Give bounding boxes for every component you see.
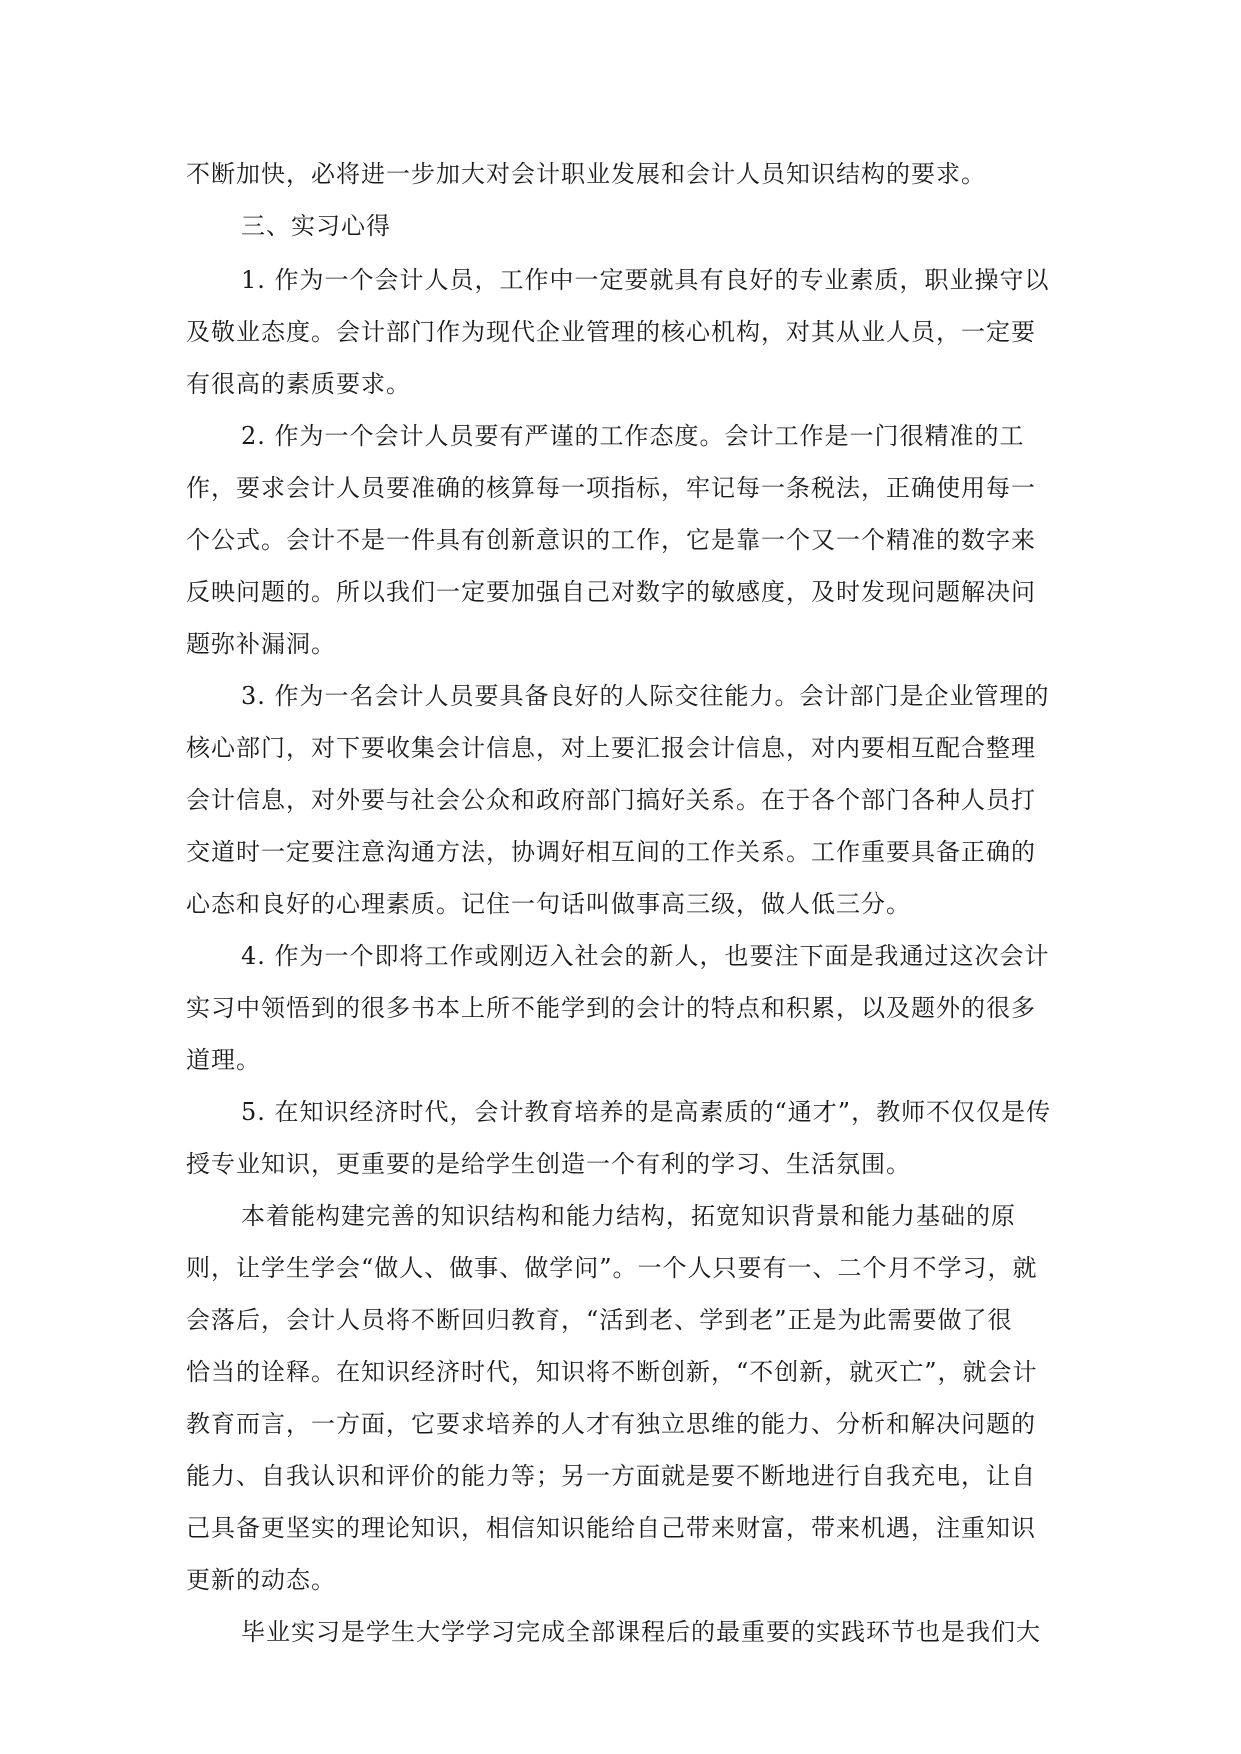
- text-line: 4. 作为一个即将工作或刚迈入社会的新人，也要注下面是我通过这次会计: [241, 942, 1050, 970]
- text-line: 实习中领悟到的很多书本上所不能学到的会计的特点和积累，以及题外的很多: [186, 994, 1036, 1022]
- text-line: 5. 在知识经济时代，会计教育培养的是高素质的“通才”，教师不仅仅是传: [241, 1098, 1052, 1126]
- text-line: 交道时一定要注意沟通方法，协调好相互间的工作关系。工作重要具备正确的: [186, 838, 1036, 866]
- text-line: 1. 作为一个会计人员，工作中一定要就具有良好的专业素质，职业操守以: [241, 266, 1050, 294]
- text-line: 毕业实习是学生大学学习完成全部课程后的最重要的实践环节也是我们大: [241, 1618, 1041, 1646]
- text-line: 授专业知识，更重要的是给学生创造一个有利的学习、生活氛围。: [186, 1150, 911, 1178]
- text-line: 教育而言，一方面，它要求培养的人才有独立思维的能力、分析和解决问题的: [186, 1410, 1036, 1438]
- text-line: 会落后，会计人员将不断回归教育，“活到老、学到老”正是为此需要做了很: [186, 1306, 1013, 1334]
- text-line: 3. 作为一名会计人员要具备良好的人际交往能力。会计部门是企业管理的: [241, 682, 1050, 710]
- text-line: 本着能构建完善的知识结构和能力结构，拓宽知识背景和能力基础的原: [241, 1202, 1016, 1230]
- text-line: 会计信息，对外要与社会公众和政府部门搞好关系。在于各个部门各种人员打: [186, 786, 1036, 814]
- text-line: 反映问题的。所以我们一定要加强自己对数字的敏感度，及时发现问题解决问: [186, 578, 1036, 606]
- text-line: 有很高的素质要求。: [186, 370, 411, 398]
- text-line: 核心部门，对下要收集会计信息，对上要汇报会计信息，对内要相互配合整理: [186, 734, 1036, 762]
- text-line: 则，让学生学会“做人、做事、做学问”。一个人只要有一、二个月不学习，就: [186, 1254, 1038, 1282]
- text-line: 恰当的诠释。在知识经济时代，知识将不断创新，“不创新，就灭亡”，就会计: [186, 1358, 1038, 1386]
- text-line: 2. 作为一个会计人员要有严谨的工作态度。会计工作是一门很精准的工: [241, 422, 1025, 450]
- text-line: 个公式。会计不是一件具有创新意识的工作，它是靠一个又一个精准的数字来: [186, 526, 1036, 554]
- text-line: 能力、自我认识和评价的能力等；另一方面就是要不断地进行自我充电，让自: [186, 1462, 1036, 1490]
- text-line: 道理。: [186, 1046, 261, 1074]
- section-heading: 三、实习心得: [241, 212, 391, 240]
- text-line: 不断加快，必将进一步加大对会计职业发展和会计人员知识结构的要求。: [186, 160, 986, 188]
- text-line: 题弥补漏洞。: [186, 630, 336, 658]
- text-line: 及敬业态度。会计部门作为现代企业管理的核心机构，对其从业人员，一定要: [186, 318, 1036, 346]
- text-line: 更新的动态。: [186, 1566, 336, 1594]
- text-line: 作，要求会计人员要准确的核算每一项指标，牢记每一条税法，正确使用每一: [186, 474, 1036, 502]
- text-line: 己具备更坚实的理论知识，相信知识能给自己带来财富，带来机遇，注重知识: [186, 1514, 1036, 1542]
- text-line: 心态和良好的心理素质。记住一句话叫做事高三级，做人低三分。: [186, 890, 911, 918]
